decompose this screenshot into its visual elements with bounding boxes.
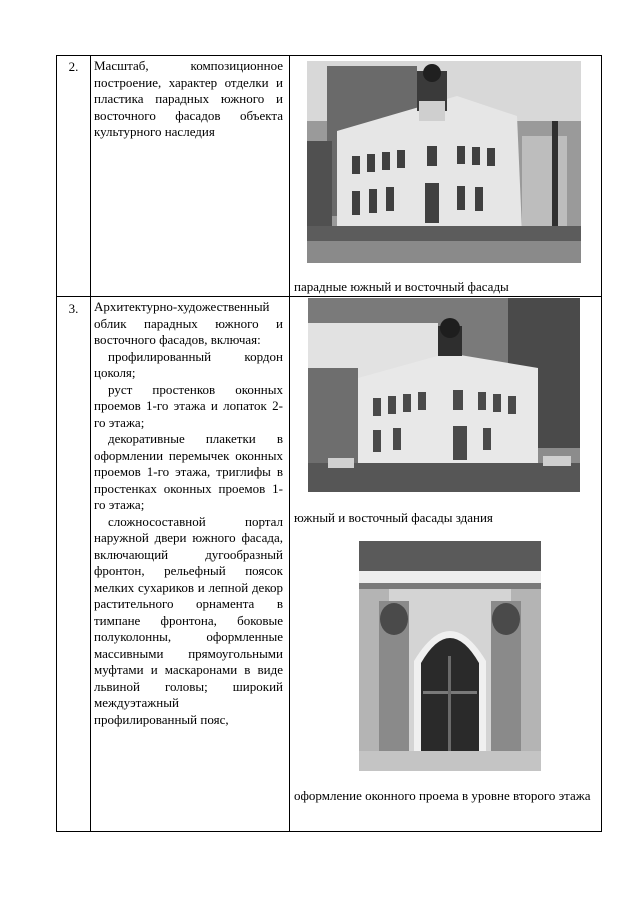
- column-divider: [90, 56, 91, 831]
- building-photo-facades: [308, 298, 580, 492]
- photo-caption: парадные южный и восточный фасады: [294, 279, 509, 294]
- photo-caption: оформление оконного проема в уровне второго этажа: [294, 788, 591, 803]
- row-description: [94, 299, 283, 728]
- description-item: сложносоставной портал наружной двери южного фасада, включающий дугообразный фронтон, рельефный поясок мелких сухариков и лепной декор растительного орнамента в тимпане фронтона, боковые полуколонны, оформленные массивными прямоугольными муфтами и маскаронами в виде львиной головы; широкий междуэтажный профилированный пояс,: [94, 513, 283, 727]
- column-divider: [289, 56, 290, 831]
- row-number: 2.: [68, 59, 79, 74]
- row-divider: [57, 296, 601, 297]
- description-text: Масштаб, композиционное построение, характер отделки и пластика парадных южного и восточного фасадов объекта культурного наследия: [94, 58, 283, 139]
- description-item: декоративные плакетки в оформлении перемычек оконных проемов 1-го этажа, триглифы в простенках оконных проемов 1-го этажа;: [94, 431, 283, 512]
- photo-caption: южный и восточный фасады здания: [294, 510, 493, 525]
- heritage-table: [56, 55, 602, 832]
- building-photo-corner: [307, 61, 581, 263]
- window-detail-photo: [359, 541, 541, 771]
- description-item: руст простенков оконных проемов 1-го этажа и лопаток 2-го этажа;: [94, 381, 283, 430]
- row-number: 3.: [68, 301, 79, 316]
- description-intro: Архитектурно-художественный облик парадных южного и восточного фасадов, включая:: [94, 299, 283, 347]
- row-description: [94, 58, 283, 141]
- description-item: профилированный кордон цоколя;: [94, 348, 283, 380]
